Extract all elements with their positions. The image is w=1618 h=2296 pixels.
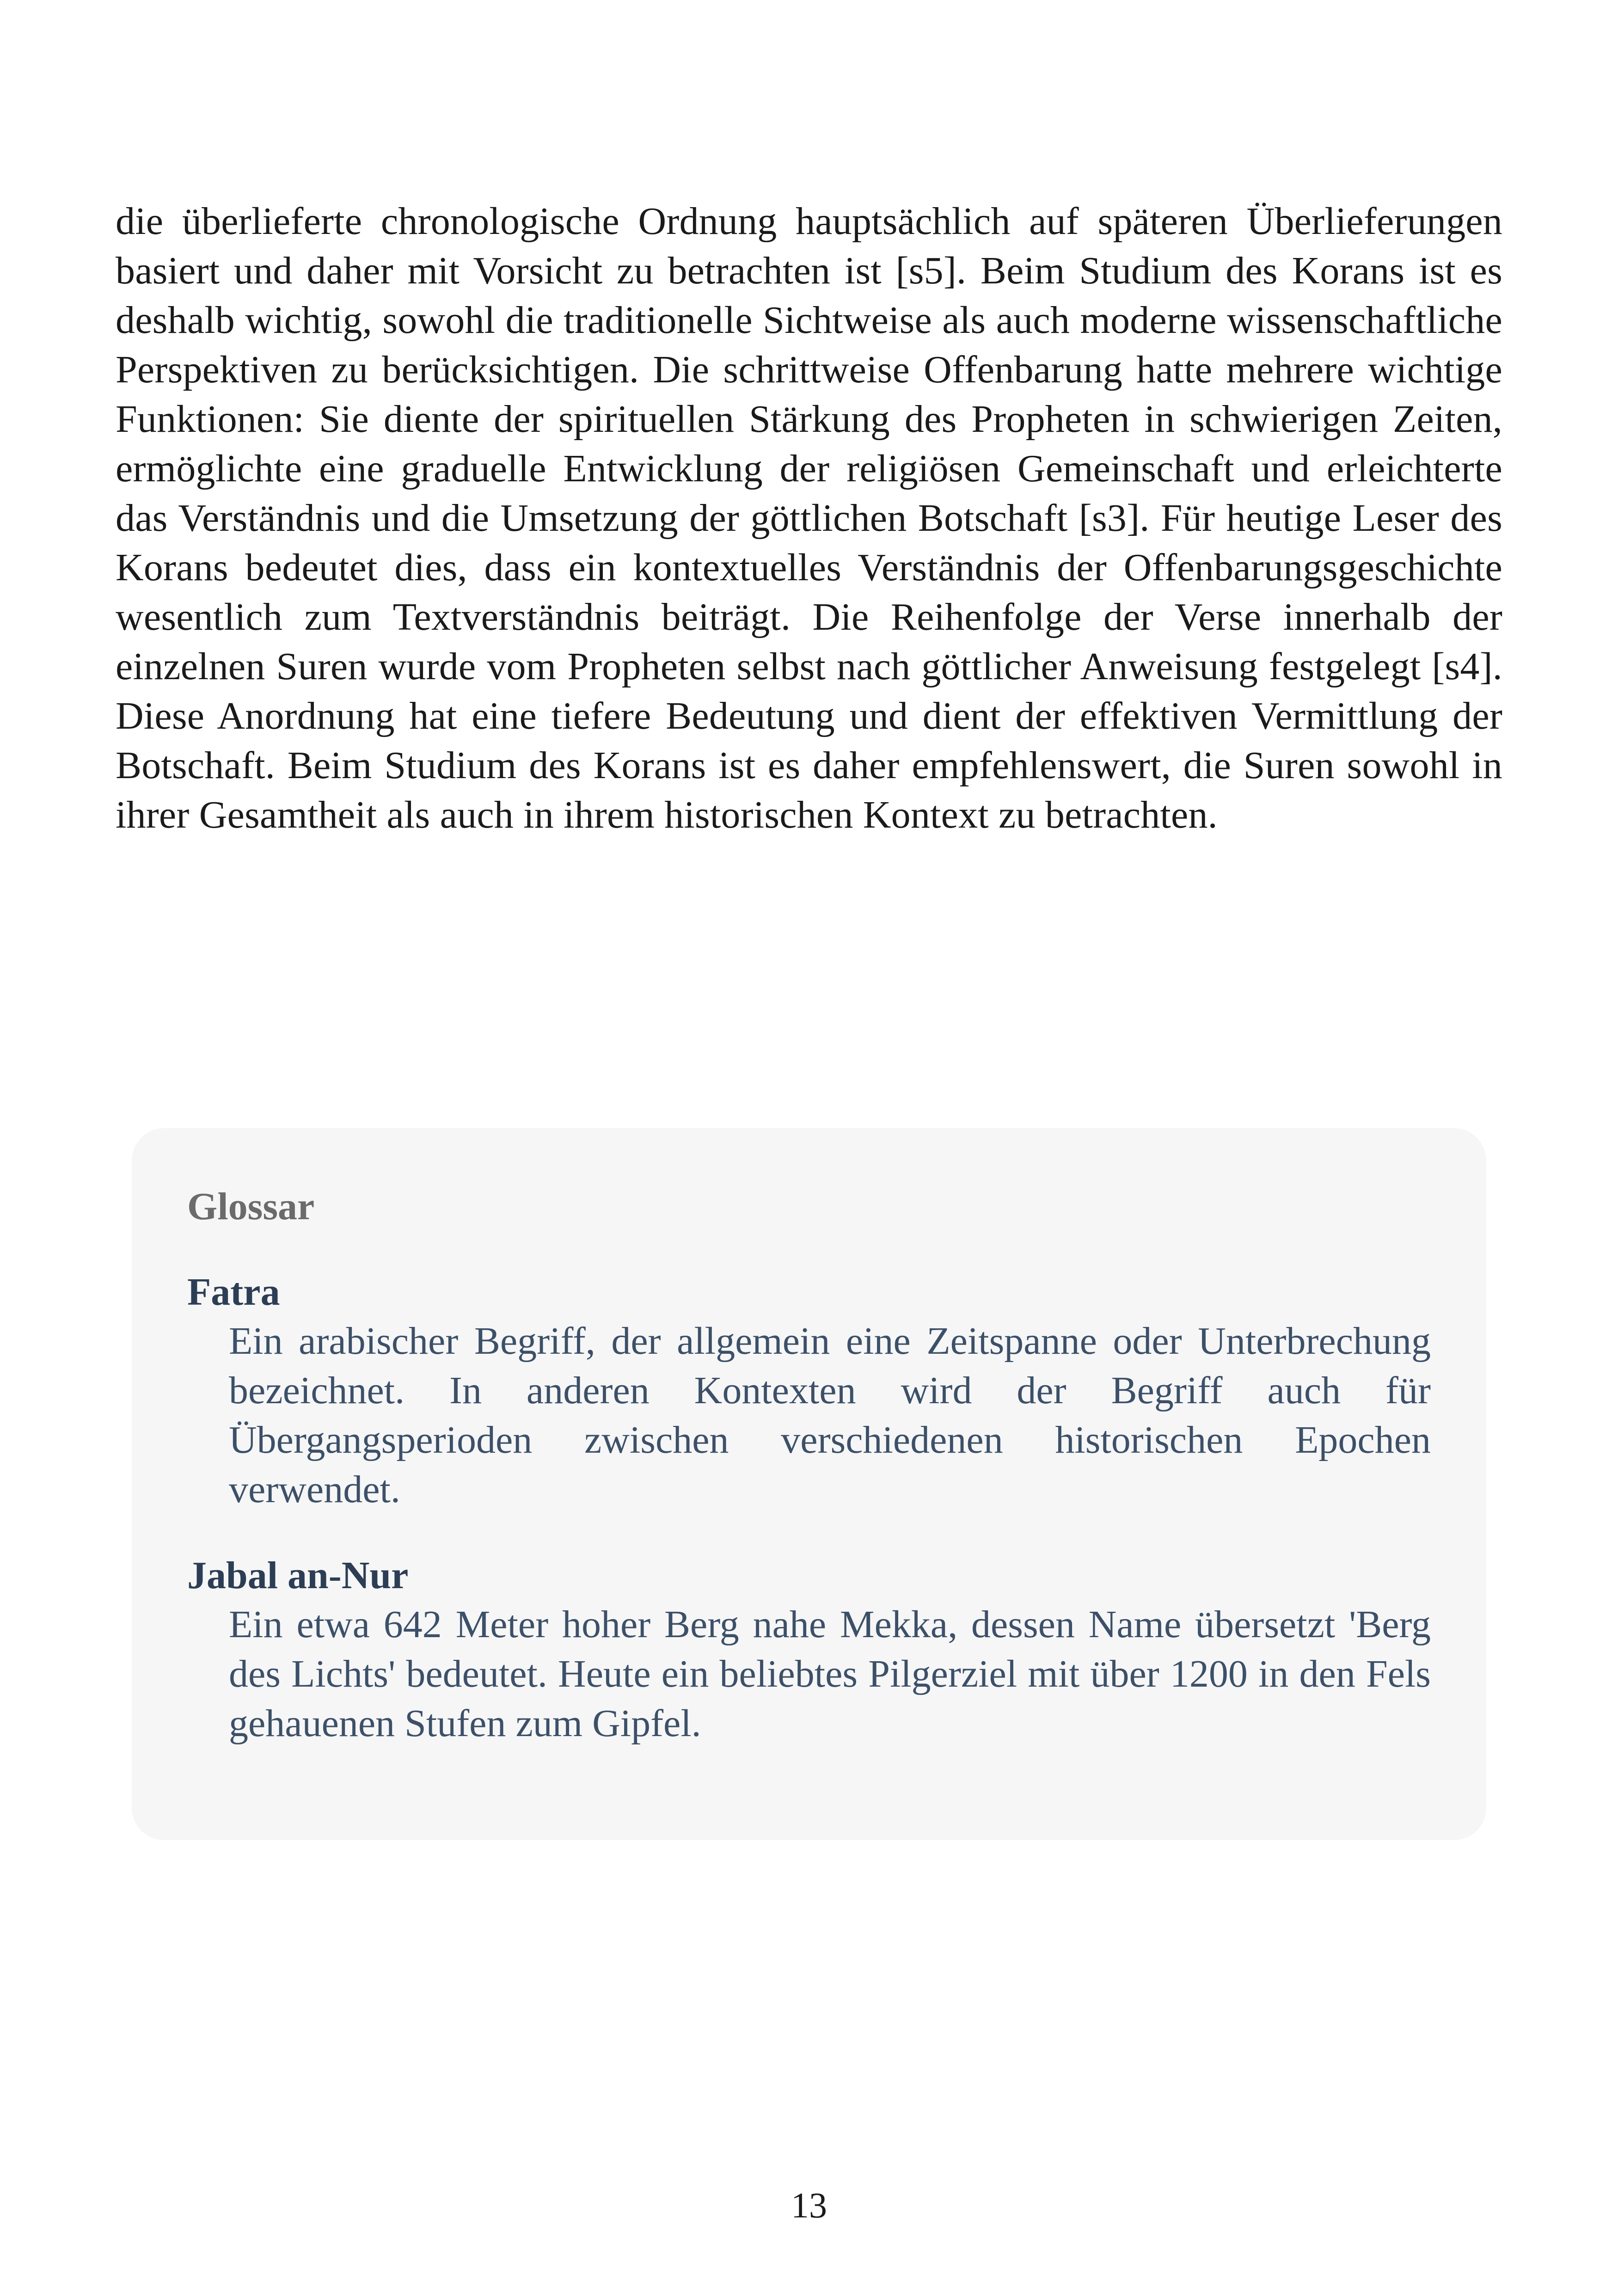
glossary-list bbox=[187, 1268, 1431, 1748]
glossary-title: Glossar bbox=[187, 1185, 315, 1228]
glossary-box bbox=[132, 1128, 1486, 1840]
glossary-term: Fatra bbox=[187, 1271, 280, 1314]
glossary-term: Jabal an-Nur bbox=[187, 1554, 409, 1597]
glossary-definition: Ein etwa 642 Meter hoher Berg nahe Mekka, dessen Name übersetzt 'Berg des Lichts' bedeutet. Heute ein beliebtes Pilgerziel mit über 1200 in den Fels gehauenen Stufen zum Gipfel. bbox=[229, 1603, 1431, 1745]
body-paragraph: die überlieferte chronologische Ordnung hauptsächlich auf späteren Überlieferungen basiert und daher mit Vorsicht zu betrachten ist [s5]. Beim Studium des Korans ist es deshalb wichtig, sowohl die traditionelle Sichtweise als auch moderne wissenschaftliche Perspektiven zu berücksichtigen. Die schrittweise Offenbarung hatte mehrere wichtige Funktionen: Sie diente der spirituellen Stärkung des Propheten in schwierigen Zeiten, ermöglichte eine graduelle Entwicklung der religiösen Gemeinschaft und erleichterte das Verständnis und die Umsetzung der göttlichen Botschaft [s3]. Für heutige Leser des Korans bedeutet dies, dass ein kontextuelles Verständnis der Offenbarungsgeschichte wesentlich zum Textverständnis beiträgt. Die Reihenfolge der Verse innerhalb der einzelnen Suren wurde vom Propheten selbst nach göttlicher Anweisung festgelegt [s4]. Diese Anordnung hat eine tiefere Bedeutung und dient der effektiven Vermittlung der Botschaft. Beim Studium des Korans ist es daher empfehlenswert, die Suren sowohl in ihrer Gesamtheit als auch in ihrem historischen Kontext zu betrachten. bbox=[116, 200, 1502, 836]
page-number: 13 bbox=[791, 2185, 827, 2225]
glossary-definition: Ein arabischer Begriff, der allgemein eine Zeitspanne oder Unterbrechung bezeichnet. In anderen Kontexten wird der Begriff auch für Übergangsperioden zwischen verschiedenen historischen Epochen verwendet. bbox=[229, 1320, 1431, 1511]
